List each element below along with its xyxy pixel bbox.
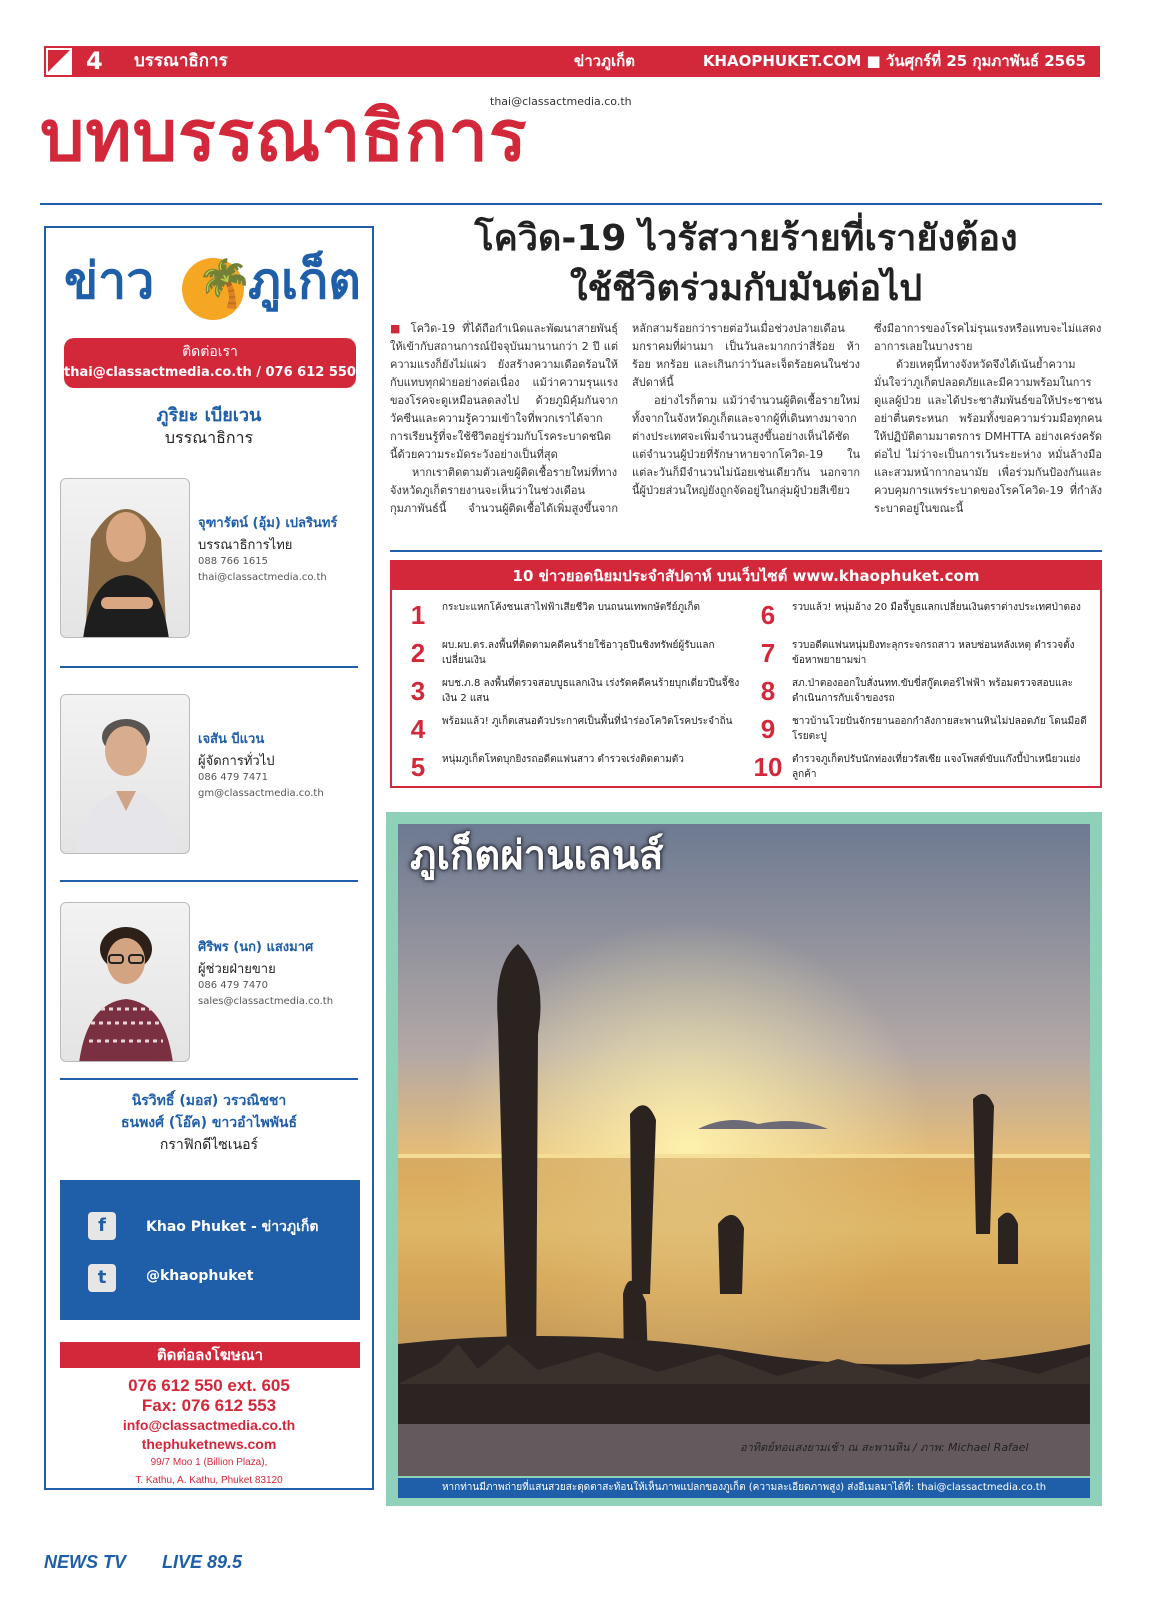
staff-panel: [44, 226, 374, 1490]
top10-item[interactable]: [398, 712, 738, 748]
top10-item[interactable]: [398, 750, 738, 786]
dateline: KHAOPHUKET.COM ■ วันศุกร์ที่ 25 กุมภาพันธ์ 2565: [702, 52, 1086, 70]
top10-text: กระบะแหกโค้งชนเสาไฟฟ้าเสียชีวิต บนถนนเทพกษัตรีย์ภูเก็ต: [442, 602, 701, 613]
top10-text: ชาวบ้านโวยปั่นจักรยานออกกำลังกายสะพานหินไม่ปลอดภัย โดนมือดีโรยตะปู: [792, 716, 1087, 742]
logo-word-left: ข่าว: [64, 252, 155, 310]
top10-item[interactable]: [398, 598, 738, 634]
logo-word-right: ภูเก็ต: [248, 252, 361, 310]
header-bar: [44, 46, 1100, 77]
photo-feature-frame: [386, 812, 1102, 1506]
top10-text: รวบแล้ว! หนุ่มอ้าง 20 มือจี้บูธแลกเปลี่ยนเงินตราต่างประเทศป่าตอง: [792, 602, 1081, 613]
page-number: 4: [86, 47, 103, 75]
top10-item[interactable]: [398, 636, 738, 672]
sunrise-photo: [398, 824, 1090, 1476]
staff-phone: 086 479 7470: [198, 980, 268, 991]
ad-email[interactable]: info@classactmedia.co.th: [122, 1417, 296, 1433]
top10-text: รวบอดีตแฟนหนุ่มยิงทะลุกระจกรถสาว หลบซ่อนหลังเหตุ ตำรวจตั้งข้อหาพยายามฆ่า: [792, 640, 1075, 666]
facebook-label: Khao Phuket - ข่าวภูเก็ต: [146, 1219, 319, 1235]
brand-logo-text: ข่าวภูเก็ต: [574, 52, 635, 70]
top10-item[interactable]: [748, 712, 1088, 748]
top10-item[interactable]: [398, 674, 738, 710]
top10-item[interactable]: [748, 636, 1088, 672]
top10-text: ผบช.ภ.8 ลงพื้นที่ตรวจสอบบูธแลกเงิน เร่งรัดคดีคนร้ายบุกเดี่ยวปืนจี้ชิงเงิน 2 แสน: [442, 678, 740, 704]
top10-number: 5: [410, 752, 426, 782]
editor-role: บรรณาธิการ: [164, 428, 254, 447]
ad-contact-title: ติดต่อลงโฆษณา: [60, 1342, 360, 1368]
designer-name: นิรวิทธิ์ (มอส) วรวณิชชา: [131, 1093, 287, 1109]
top10-number: 2: [410, 638, 426, 668]
masthead-rule: [40, 203, 1102, 205]
article-rule: [390, 550, 1102, 552]
staff-name: เจสัน บีแวน: [198, 732, 265, 747]
staff-email[interactable]: sales@classactmedia.co.th: [198, 996, 334, 1007]
contact-value[interactable]: thai@classactmedia.co.th / 076 612 550: [64, 365, 356, 380]
live-radio-logo: LIVE 89.5: [162, 1552, 243, 1572]
designer-credits: [46, 1090, 372, 1156]
staff-name: ศิริพร (นก) แสงมาศ: [198, 940, 314, 955]
ad-address-line: 99/7 Moo 1 (Billion Plaza),: [150, 1457, 268, 1468]
top10-number: 6: [760, 600, 776, 630]
facebook-icon: f: [88, 1212, 116, 1240]
staff-email[interactable]: gm@classactmedia.co.th: [198, 788, 324, 799]
staff-card: [60, 478, 366, 638]
masthead-title: บทบรรณาธิการ: [40, 95, 528, 177]
khaophuket-logo: [64, 250, 361, 330]
top10-text: พร้อมแล้ว! ภูเก็ตเสนอตัวประกาศเป็นพื้นที่นำร่องโควิดโรคประจำถิ่น: [442, 716, 733, 727]
headline-line: ใช้ชีวิตร่วมกับมันต่อไป: [569, 268, 923, 309]
divider: [60, 666, 358, 668]
contact-title: ติดต่อเรา: [182, 344, 238, 360]
staff-role: ผู้ช่วยฝ่ายขาย: [198, 962, 276, 977]
top10-text: ผบ.ผบ.ตร.ลงพื้นที่ติดตามคดีคนร้ายใช้อาวุธปืนชิงทรัพย์ผู้รับแลกเปลี่ยนเงิน: [442, 640, 715, 666]
photo-feature-title: ภูเก็ตผ่านเลนส์: [410, 833, 664, 879]
article-paragraph: ■ โควิด-19 ที่ได้ถือกำเนิดและพัฒนาสายพันธุ์ให้เข้ากับสถานการณ์ปัจจุบันมานานกว่า 2 ปี แต่ความแรงก็ยังไม่แผ่ว ยังสร้างความเดือดร้อนให้กับแทบทุกฝ่ายอย่างต่อเนื่อง แม้ว่าความรุนแรงของโรคจะดูเหมือนลดลงไป ด้วยภูมิคุ้มกันจากวัคซีนและความรู้ความเข้าใจที่พวกเราได้จากการเรียนรู้ที่จะใช้ชีวิตอยู่ร่วมกับโรคระบาดชนิดนี้ด้วยความระมัดระวังอย่างเป็นที่สุด: [390, 320, 618, 464]
top10-number: 10: [753, 752, 783, 782]
photo-submission-caption: หากท่านมีภาพถ่ายที่แสนสวยสะดุดตาสะท้อนให้เห็นภาพแปลกของภูเก็ต (ความละเอียดภาพสูง) ส่งอีเมลมาได้ที่: thai@classactmedia.co.th: [398, 1478, 1090, 1498]
twitter-icon: t: [88, 1264, 116, 1292]
article-body: [390, 320, 1102, 548]
top10-number: 7: [760, 638, 776, 668]
top10-number: 3: [410, 676, 426, 706]
staff-role: บรรณาธิการไทย: [198, 538, 293, 553]
ad-address-line: T. Kathu, A. Kathu, Phuket 83120: [135, 1475, 283, 1486]
editor-name: ภูริยะ เบียเวน: [156, 405, 262, 426]
divider: [60, 880, 358, 882]
staff-phone: 086 479 7471: [198, 772, 268, 783]
top10-text: ตำรวจภูเก็ตปรับนักท่องเที่ยวรัสเซีย แจงโพสต์ขับแก๊งบี้ป่าเหนียวแย่งลูกค้า: [792, 754, 1081, 780]
staff-name: จุฑารัตน์ (อุ้ม) เปลรินทร์: [198, 516, 338, 531]
article-paragraph: ด้วยเหตุนี้ทางจังหวัดจึงได้เน้นย้ำความมั่นใจว่าภูเก็ตปลอดภัยและมีความพร้อมในการดูแลผู้ป่วย และได้ประชาสัมพันธ์ขอให้ประชาชนอย่าตื่นตระหนก พร้อมทั้งขอความร่วมมือทุกคนให้ปฏิบัติตามมาตรการ DMHTTA อย่างเคร่งครัดต่อไป ไม่ว่าจะเป็นการเว้นระยะห่าง หมั่นล้างมือ และสวมหน้ากากอนามัย เพื่อร่วมกันป้องกันและควบคุมการแพร่ระบาดของโรคโควิด-19 ที่กำลังระบาดอยู่ในขณะนี้: [874, 358, 1102, 515]
ad-fax: Fax: 076 612 553: [141, 1396, 277, 1415]
top10-title: 10 ข่าวยอดนิยมประจำสัปดาห์ บนเว็บไซต์ www.khaophuket.com: [392, 562, 1100, 590]
article-paragraph: อย่างไรก็ตาม แม้ว่าจำนวนผู้ติดเชื้อรายใหม่ทั้งจากในจังหวัดภูเก็ตและจากผู้ที่เดินทางมาจากต่างประเทศจะเพิ่มจำนวนสูงขึ้นอย่างเห็นได้ชัด แต่จำนวนผู้ป่วยที่รักษาหายจากโควิด-19 ในแต่ละวันก็มีจำนวนไม่น้อยเช่นเดียวกัน นอกจากนี้ผู้ป่วยส่วนใหญ่ยังถูกจัดอยู่ในกลุ่มผู้ป่วยสีเขียว ซึ่งมีอาการของโรคไม่รุนแรงหรือแทบจะไม่แสดงอาการเลยในบางราย: [632, 322, 1102, 497]
top10-number: 9: [760, 714, 776, 744]
article-paragraph: หากเราติดตามตัวเลขผู้ติดเชื้อรายใหม่ที่ทางจังหวัดภูเก็ตรายงานจะเห็นว่าในช่วงเดือนกุมภาพันธ์นี้ จำนวนผู้ติดเชื้อได้เพิ่มสูงขึ้นจากหลักสามร้อยกว่ารายต่อวันเมื่อช่วงปลายเดือนมกราคมที่ผ่านมา เป็นวันละมากกว่าสี่ร้อย ห้าร้อย หกร้อย และเกินกว่าวันละเจ็ดร้อยคนในช่วงสัปดาห์นี้: [390, 322, 860, 515]
staff-card: [60, 902, 366, 1062]
headline-line: โควิด-19 ไวรัสวายร้ายที่เรายังต้อง: [474, 218, 1018, 259]
top10-item[interactable]: [748, 750, 1088, 786]
staff-email[interactable]: thai@classactmedia.co.th: [198, 572, 327, 583]
top10-item[interactable]: [748, 598, 1088, 634]
palm-tree-icon: 🌴: [196, 256, 254, 310]
ad-website[interactable]: thephuketnews.com: [141, 1436, 277, 1452]
ad-contact-details: [46, 1376, 372, 1490]
staff-photo: [60, 694, 190, 854]
staff-role: ผู้จัดการทั่วไป: [198, 754, 275, 769]
top10-item[interactable]: [748, 674, 1088, 710]
staff-card: [60, 694, 366, 854]
corner-mark: [44, 46, 74, 77]
top10-text: หนุ่มภูเก็ตโหดบุกยิงรถอดีตแฟนสาว ตำรวจเร่งติดตามตัว: [442, 754, 684, 765]
staff-photo: [60, 902, 190, 1062]
top10-number: 1: [410, 600, 426, 630]
staff-phone: 088 766 1615: [198, 556, 268, 567]
top10-text: สภ.ป่าตองออกใบสั่งนทท.ขับขี่สกู๊ตเตอร์ไฟฟ้า พร้อมตรวจสอบและดำเนินการกับเจ้าของรถ: [792, 678, 1073, 704]
staff-photo: [60, 478, 190, 638]
divider: [60, 1078, 358, 1080]
photo-credit: อาทิตย์ทอแสงยามเช้า ณ สะพานหิน / ภาพ: Michael Rafael: [740, 1441, 1029, 1454]
top10-number: 4: [410, 714, 426, 744]
section-name: บรรณาธิการ: [134, 51, 228, 71]
twitter-label: @khaophuket: [146, 1268, 254, 1284]
designer-role: กราฟิกดีไซเนอร์: [159, 1137, 259, 1153]
top10-box: [390, 560, 1102, 788]
article-headline: [390, 214, 1102, 314]
contact-box: [64, 338, 356, 388]
masthead-email[interactable]: thai@classactmedia.co.th: [490, 95, 632, 108]
designer-name: ธนพงศ์ (โอ๊ค) ขาวอำไพพันธ์: [120, 1115, 298, 1131]
ad-phone: 076 612 550 ext. 605: [128, 1376, 290, 1395]
top10-number: 8: [760, 676, 776, 706]
newstv-logo: NEWS TV: [44, 1552, 127, 1572]
social-box: [60, 1180, 360, 1320]
